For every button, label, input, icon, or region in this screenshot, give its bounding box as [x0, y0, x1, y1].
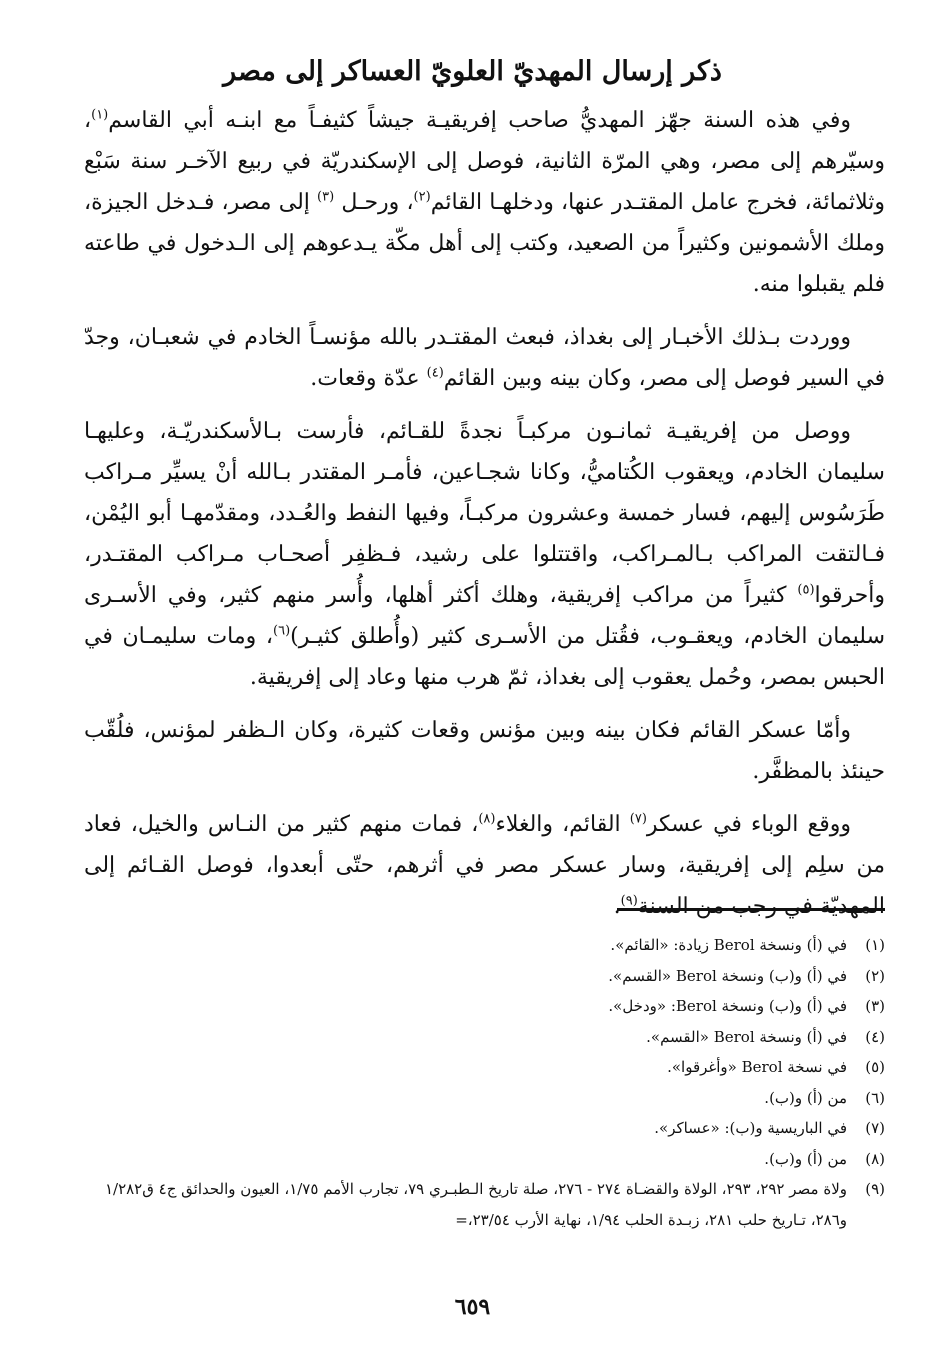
footnote [70, 1113, 885, 1144]
footnote-ref: (٥) [797, 582, 815, 598]
footnote-number: (٥) [865, 1058, 885, 1076]
footnote-ref: (٣) [317, 189, 335, 205]
footnote-number: (٩) [865, 1180, 885, 1198]
footnote-text: من (أ) و(ب). [764, 1149, 847, 1168]
paragraph-text: ووقع الوباء في عسكر [646, 812, 851, 837]
paragraph-text: إلى مصر، فـدخل الجيزة، وملك الأشمونين وكثيراً من الصعيد، وكتب إلى أهل مكّة يـدعوهم إلى الـدخول في طاعته فلم يقبلوا منه. [84, 190, 885, 297]
paragraph [84, 100, 885, 305]
paragraph-text: كثيراً من مراكب إفريقية، وهلك أكثر أهلها، وأُسر منهم كثير، وفي الأسـرى سليمان الخادم، ويعقـوب، فقُتل من الأسـرى كثير (وأُطلق كثيـر) [84, 583, 886, 649]
main-text [84, 100, 885, 939]
footnote [70, 1174, 885, 1235]
footnote-text: في نسخة Berol «وأغرقوا». [667, 1058, 847, 1076]
footnote-text: في (أ) ونسخة Berol زيادة: «القائم». [610, 936, 847, 954]
footnote-number: (١) [865, 936, 885, 954]
footnote-text: في (أ) و(ب) ونسخة Berol «القسم». [608, 966, 847, 985]
chapter-title: ذكر إرسال المهديّ العلويّ العساكر إلى مصر [223, 56, 722, 87]
footnote [70, 1052, 885, 1083]
footnote-text: ولاة مصر ٢٩٢، ٢٩٣، الولاة والقضـاة ٢٧٤ - ٢٧٦، صلة تاريخ الـطبـري ٧٩، تجارب الأمم ١/٧٥، العيون والحدائق ج٤ ق١/٢٨٢ و٢٨٦، تـاريخ حلب ٢٨١، زبـدة الحلب ١/٩٤، نهاية الأرب ٢٣/٥٤،= [104, 1180, 847, 1229]
footnote-text: في الباريسية و(ب): «عساكر». [654, 1119, 847, 1137]
paragraph-text: وأمّا عسكر القائم فكان بينه وبين مؤنس وقعات كثيرة، وكان الـظفر لمؤنس، فلُقّب حينئذ بالمظفَّر. [84, 718, 885, 784]
paragraph-text: ووردت بـذلك الأخبـار إلى بغداذ، فبعث المقتـدر بالله مؤنسـاً الخادم في شعبـان، وجدّ في السير فوصل إلى مصر، وكان بينه وبين القائم [84, 325, 885, 391]
paragraph-text: ، وسيّرهم إلى مصر، وهي المرّة الثانية، فوصل إلى الإسكندريّة في ربيع الآخـر سنة سَبْع وثلاثمائة، فخرج عامل المقتـدر عنها، ودخلهـا القائم [84, 108, 885, 215]
footnote [70, 930, 885, 961]
footnote-number: (٦) [865, 1088, 885, 1107]
footnote [70, 991, 885, 1022]
paragraph-text: . [613, 894, 621, 919]
paragraph-text: ، ورحـل [334, 190, 414, 215]
footnotes-list [70, 930, 885, 1235]
footnote-text: في (أ) و(ب) ونسخة Berol: «ودخل». [608, 997, 847, 1015]
footnote-ref: (١) [91, 107, 109, 123]
footnote-ref: (٦) [273, 623, 291, 639]
footnote-ref: (٢) [413, 189, 431, 205]
footnote-number: (٣) [865, 997, 885, 1015]
footnote-number: (٢) [865, 966, 885, 985]
footnote-ref: (٤) [426, 365, 444, 381]
footnote [70, 961, 885, 992]
page-number: ٦٥٩ [454, 1294, 491, 1320]
footnote-ref: (٨) [478, 811, 496, 827]
paragraph-text: ووصل من إفريقيـة ثمانـون مركبـاً نجدةً للقـائم، فأرست بـالأسكندريّـة، وعليهـا سليمان الخادم، ويعقوب الكُتاميُّ، وكانا شجـاعين، فأمـر المقتدر بـالله أنْ يسيِّر مـراكب طَرَسُوس إليهم، فسار خمسة وعشرون مركبـاً، وفيها النفط والعُـدد، ومقدّمهـا أبو اليُمْن، فـالتقت المراكب بـالمـراكب، واقتتلوا على رشيد، فـظفِر أصحـاب مـراكب المقتـدر، وأحرقوا [84, 419, 885, 608]
footnote-text: من (أ) و(ب). [764, 1088, 847, 1107]
footnote [70, 1083, 885, 1114]
footnote-text: في (أ) ونسخة Berol «القسم». [646, 1027, 847, 1046]
footnote-ref: (٩) [620, 893, 638, 909]
paragraph-text: ، ومات سليمـان في الحبس بمصر، وحُمل يعقوب إلى بغداذ، ثمّ هرب منها وعاد إلى إفريقية. [84, 624, 885, 690]
footnote-number: (٤) [865, 1027, 885, 1046]
paragraph-text: القائم، والغلاء [495, 812, 630, 837]
footnote-number: (٨) [865, 1149, 885, 1168]
footnote-ref: (٧) [629, 811, 647, 827]
paragraph [84, 317, 885, 399]
footnote [70, 1022, 885, 1053]
paragraph [84, 411, 885, 698]
footnote-number: (٧) [865, 1119, 885, 1137]
paragraph-text: عدّة وقعات. [310, 366, 427, 391]
paragraph [84, 710, 885, 792]
footnote [70, 1144, 885, 1175]
paragraph-text: وفي هذه السنة جهّز المهديُّ صاحب إفريقيـة جيشاً كثيفـاً مع ابنـه أبي القاسم [108, 108, 851, 133]
paragraph-text: ، فمات منهم كثير من النـاس والخيل، فعاد من سلِم إلى إفريقية، وسار عسكر مصر في أثرهم، حتّى أبعدوا، فوصل القـائم إلى المهديّة في رجب من السنة [84, 812, 885, 919]
footnote-separator [617, 908, 885, 911]
